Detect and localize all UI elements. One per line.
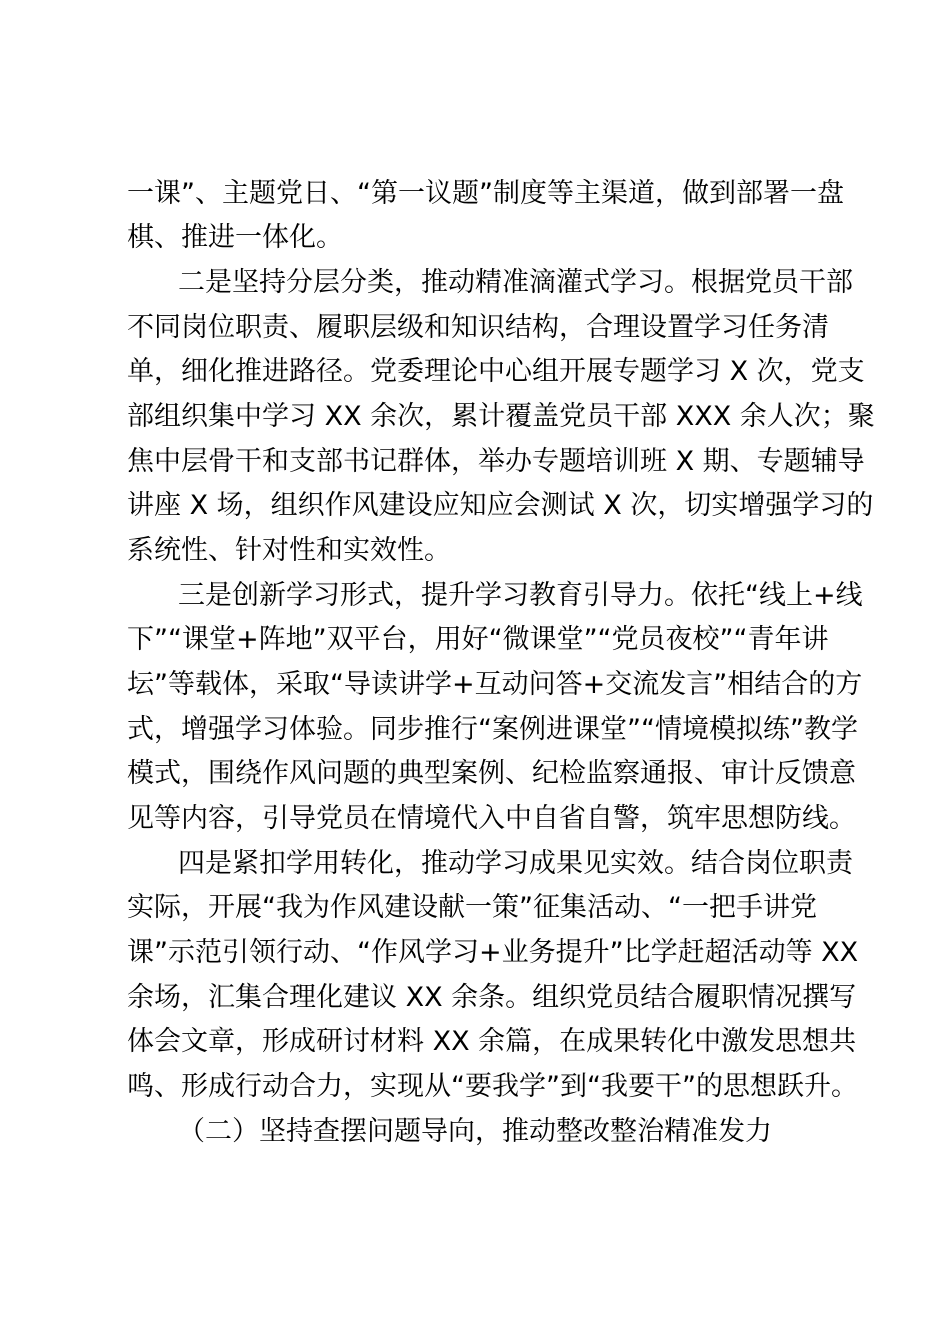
heading-text: （二）坚持查摆问题导向，推动整改整治精准发力	[178, 1116, 772, 1147]
line-text: 棋、推进一体化。	[127, 222, 343, 253]
text-line	[0, 395, 950, 439]
line-text: 课”示范引领行动、“作风学习+业务提升”比学赶超活动等 XX	[127, 937, 859, 968]
line-text: 坛”等载体，采取“导读讲学+互动问答+交流发言”相结合的方	[127, 669, 863, 700]
line-text: 见等内容，引导党员在情境代入中自省自警，筑牢思想防线。	[127, 803, 856, 834]
section-heading	[0, 1110, 950, 1154]
line-text: 焦中层骨干和支部书记群体，举办专题培训班 X 期、专题辅导	[127, 446, 865, 477]
line-text: 下”“课堂+阵地”双平台，用好“微课堂”“党员夜校”“青年讲	[127, 624, 829, 655]
line-text: 一课”、主题党日、“第一议题”制度等主渠道，做到部署一盘	[127, 178, 844, 209]
line-text: 式，增强学习体验。同步推行“案例进课堂”“情境模拟练”教学	[127, 714, 858, 745]
line-text: 单，细化推进路径。党委理论中心组开展专题学习 X 次，党支	[127, 356, 865, 387]
line-text: 模式，围绕作风问题的典型案例、纪检监察通报、审计反馈意	[127, 758, 856, 789]
line-text: 三是创新学习形式，提升学习教育引导力。依托“线上+线	[178, 580, 863, 611]
line-text: 系统性、针对性和实效性。	[127, 535, 451, 566]
text-line	[0, 529, 950, 573]
line-text: 二是坚持分层分类，推动精准滴灌式学习。根据党员干部	[178, 267, 853, 298]
text-line	[0, 1065, 950, 1109]
line-text: 四是紧扣学用转化，推动学习成果见实效。结合岗位职责	[178, 848, 853, 879]
text-line	[0, 752, 950, 796]
text-line	[0, 976, 950, 1020]
line-text: 不同岗位职责、履职层级和知识结构，合理设置学习任务清	[127, 312, 829, 343]
line-text: 余场，汇集合理化建议 XX 余条。组织党员结合履职情况撰写	[127, 982, 857, 1013]
line-text: 鸣、形成行动合力，实现从“要我学”到“我要干”的思想跃升。	[127, 1071, 858, 1102]
text-line	[0, 261, 950, 305]
text-line	[0, 842, 950, 886]
text-line	[0, 350, 950, 394]
text-line	[0, 172, 950, 216]
text-line	[0, 931, 950, 975]
text-line	[0, 1020, 950, 1064]
text-line	[0, 708, 950, 752]
text-line	[0, 886, 950, 930]
line-text: 部组织集中学习 XX 余次，累计覆盖党员干部 XXX 余人次；聚	[127, 401, 875, 432]
text-line	[0, 618, 950, 662]
text-line	[0, 216, 950, 260]
text-line	[0, 440, 950, 484]
line-text: 讲座 X 场，组织作风建设应知应会测试 X 次，切实增强学习的	[127, 490, 874, 521]
text-line	[0, 797, 950, 841]
line-text: 实际，开展“我为作风建设献一策”征集活动、“一把手讲党	[127, 892, 817, 923]
line-text: 体会文章，形成研讨材料 XX 余篇，在成果转化中激发思想共	[127, 1026, 857, 1057]
text-line	[0, 663, 950, 707]
text-line	[0, 484, 950, 528]
text-line	[0, 306, 950, 350]
text-line	[0, 574, 950, 618]
